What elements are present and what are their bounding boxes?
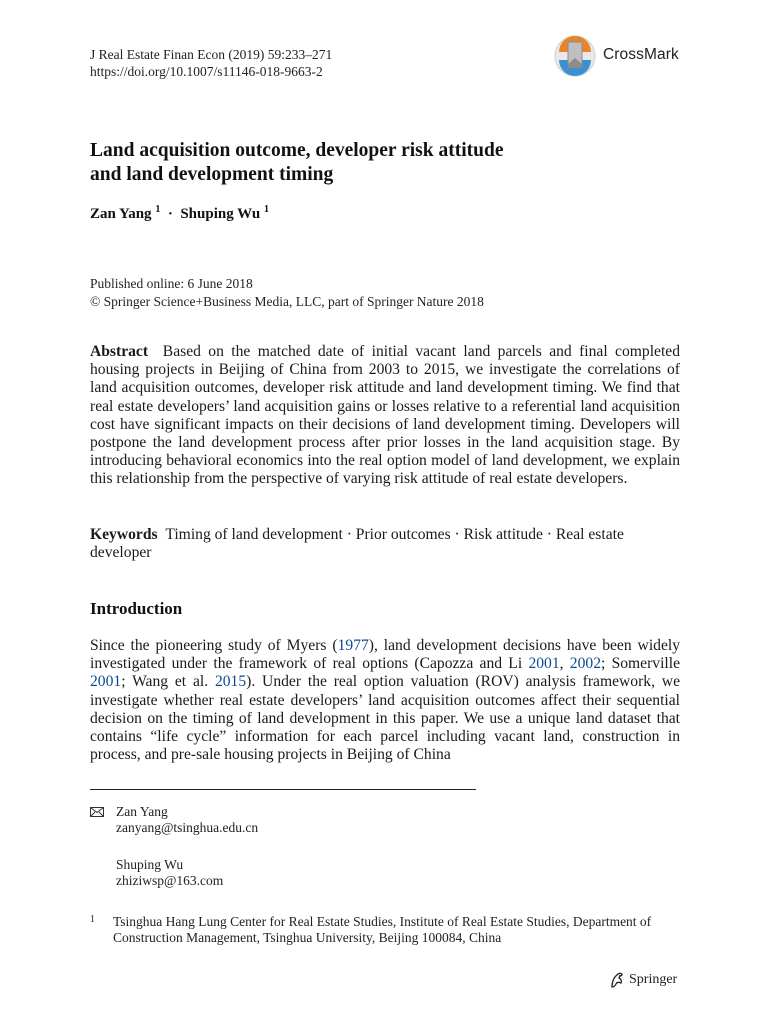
abstract-text: Based on the matched date of initial vacant land parcels and final completed housing projects in Beijing of China from 2003 to 2015, we investigate the correlations of land acquisition outcomes, developer risk attitude and land development timing. We find that real estate developers’ land acquisition gains or losses relative to a referential land acquisition cost have significant impacts on their decisions of land development timing. Developers will postpone the land development process after prior losses in the land acquisition stage. By introducing behavioral economics into the real option model of land development, we explain this relationship from the perspective of varying risk attitude of real estate developers. (90, 343, 680, 488)
crossmark-label: CrossMark (603, 46, 679, 63)
keywords-text: Timing of land development · Prior outcomes · Risk attitude · Real estate developer (90, 526, 624, 562)
coauthor-name: Shuping Wu (116, 857, 184, 872)
section-heading: Introduction (90, 599, 183, 618)
abstract-section (90, 343, 680, 489)
affiliation-note (90, 914, 693, 946)
email-link[interactable]: zhiziwsp@163.com (116, 873, 224, 888)
author-separator: · (164, 206, 177, 222)
affiliation-number: 1 (90, 914, 95, 925)
intro-text: Since the pioneering study of Myers ( (90, 637, 338, 654)
keywords-section (90, 526, 680, 562)
title-line-2: and land development timing (90, 164, 334, 185)
affiliation-marker[interactable]: 1 (264, 204, 270, 215)
intro-text: , (559, 655, 570, 673)
citation-link[interactable]: 2002 (569, 655, 601, 673)
journal-header (90, 46, 332, 80)
publication-info (90, 275, 484, 311)
envelope-icon (90, 807, 104, 817)
springer-horse-icon (609, 971, 625, 989)
citation-link[interactable]: 2015 (214, 673, 247, 691)
correspondence-block (90, 804, 258, 889)
affiliation-marker[interactable]: 1 (155, 204, 161, 215)
publisher-name: Springer (629, 972, 678, 987)
published-date: Published online: 6 June 2018 (90, 276, 253, 291)
affiliation-text: Tsinghua Hang Lung Center for Real Estate Studies, Institute of Real Estate Studies, Department of Construction Management, Tsinghua University, Beijing 100084, China (113, 914, 652, 945)
intro-text: ; Somerville (600, 655, 681, 673)
copyright-notice: © Springer Science+Business Media, LLC, part of Springer Nature 2018 (90, 294, 484, 309)
keywords-label: Keywords (90, 526, 158, 543)
introduction-paragraph (90, 637, 680, 764)
abstract-label: Abstract (90, 343, 149, 360)
author-name[interactable]: Shuping Wu (180, 206, 261, 222)
citation-link[interactable]: 1977 (337, 637, 369, 654)
crossmark-logo-icon (553, 34, 597, 80)
crossmark-badge[interactable] (553, 32, 693, 82)
title-line-1: Land acquisition outcome, developer risk attitude (90, 140, 504, 161)
citation-link[interactable]: 2001 (90, 673, 122, 691)
intro-text: ). Under the real option valuation (ROV) analysis framework, we investigate whether real estate developers’ land acquisition outcomes affect their sequential decision on the timing of land development in this paper. We use a unique land dataset that contains “life cycle” information for each parcel including vacant land, construction in process, and pre-sale housing projects in Beijing of China (90, 673, 680, 764)
doi-link[interactable]: https://doi.org/10.1007/s11146-018-9663-2 (90, 64, 323, 79)
corresponding-author-name: Zan Yang (116, 804, 168, 819)
footnote-divider (90, 789, 476, 790)
intro-text: ; Wang et al. (121, 673, 215, 691)
citation-link[interactable]: 2001 (528, 655, 560, 673)
journal-citation: J Real Estate Finan Econ (2019) 59:233–271 (90, 47, 333, 62)
author-name[interactable]: Zan Yang (90, 206, 152, 222)
publisher-logo (609, 971, 681, 991)
author-list (90, 206, 269, 223)
email-link[interactable]: zanyang@tsinghua.edu.cn (116, 820, 259, 835)
article-title (90, 139, 504, 187)
intro-text: ), land development decisions have been widely investigated under the framework of real options (Capozza and Li (90, 637, 680, 673)
